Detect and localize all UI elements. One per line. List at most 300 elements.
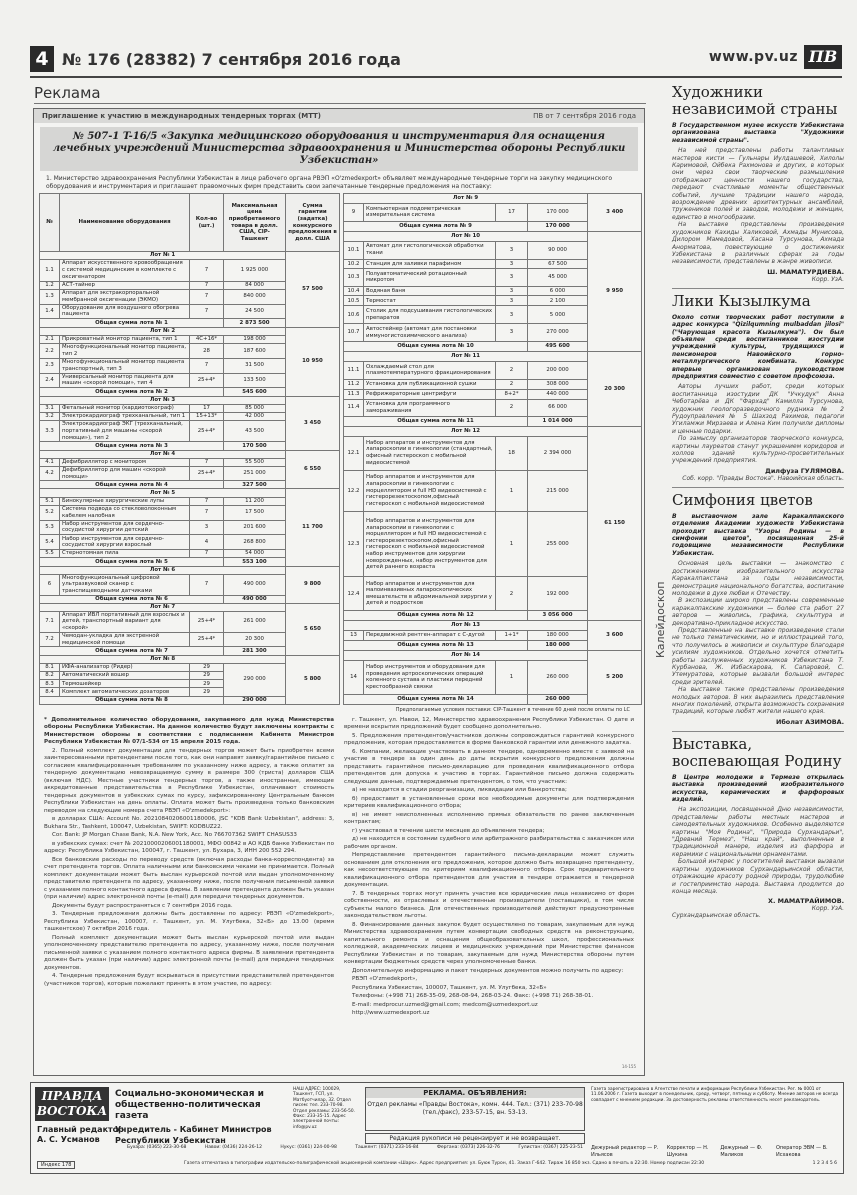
item-name: Электрокардиограф трехканальный, тип 1 xyxy=(60,412,190,420)
item-number: 10.2 xyxy=(344,259,364,269)
paragraph: Основная цель выставки — знакомство с достижениями изобразительного искусства Каракалпакстана за годы независимости, демонстрация национального богатства, воспитание молодежи в духе любви к Отечеству. xyxy=(672,560,844,597)
item-number: 8.1 xyxy=(40,663,60,671)
item-price: 45 000 xyxy=(528,269,588,286)
item-price: 308 000 xyxy=(528,379,588,389)
lot-total-value: 545 600 xyxy=(224,388,286,396)
lot-total-value: 490 000 xyxy=(224,595,286,603)
item-quantity: 3 xyxy=(496,269,528,286)
lot-title: Лот № 13 xyxy=(344,621,588,631)
item-quantity: 7 xyxy=(190,281,224,289)
paragraph: 8. Финансирование данных закупок будет осуществлено по товарам, закупаемым для нужд Министерства здравоохранения путем конвертации свободных средств на реконструкцию, капитального ремонта и оснащения общеобразовательных школ, профессиональных колледжей, академических лицеев и медицинских учреждений при Министерстве финансов Республики Узбекистан и по товарам, закупаемым для нужд Министерства обороны путем конвертации бюджетных средств через уполномоченные банки. xyxy=(344,921,634,966)
item-quantity: 2 xyxy=(496,361,528,379)
culture-column xyxy=(672,84,844,1076)
regional-phone: Бухара: (0365) 223-30-68 xyxy=(127,1145,187,1150)
article-byline: Соб. корр. "Правды Востока". Навоийская область. xyxy=(682,474,844,482)
item-name: Аппарат искусственного кровообращения с системой медицинским в комплекте с оксигенатором xyxy=(60,260,190,281)
lot-total-label: Общая сумма лота № 5 xyxy=(40,558,224,566)
item-price: 6 000 xyxy=(528,286,588,296)
section-rule xyxy=(34,103,646,104)
item-quantity: 2 xyxy=(496,379,528,389)
subscription-index: Индекс 178 xyxy=(37,1161,75,1169)
item-name: Набор аппаратов и инструментов для малоинвазивных лапароскопических вмешательств в абдоминальной хирургии у детей и подростков xyxy=(364,577,496,611)
newspaper-logo xyxy=(35,1087,109,1121)
item-number: 12.2 xyxy=(344,470,364,512)
col-header-guarantee: Сумма гарантии (задатка) конкурсного предложения в долл. США xyxy=(286,194,340,252)
duty-entry: Оператор ЭВМ — В. Исхакова xyxy=(775,1145,828,1158)
registration-info: Газета зарегистрирована в Агентстве печати и информации Республики Узбекистан. Рег. № 0001 от 11.06.2006 г. Газета выходит в понедельник, среду, четверг, пятницу и субботу. Мнение авторов не всегда совпадает с мнением редакции. За достоверность рекламы ответственность несет рекламодатель. xyxy=(591,1087,839,1103)
item-name: Система подвода со стекловолоконным кабелем налобная xyxy=(60,505,190,520)
item-name: Дефибриллятор с монитором xyxy=(60,458,190,466)
item-name: Установка для публикационной сушки xyxy=(364,379,496,389)
item-name: Дефибриллятор для машин «скорой помощи» xyxy=(60,467,190,481)
article-text xyxy=(672,806,844,895)
item-name: Оборудование для воздушного обогрева пациента xyxy=(60,304,190,319)
col-header-name: Наименование оборудования xyxy=(60,194,190,252)
item-price: 1 925 000 xyxy=(224,260,286,281)
paragraph: E-mail: medprocur.uzmed@gmail.com; medcom@uzmedexport.uz xyxy=(352,1001,538,1008)
item-number: 10.3 xyxy=(344,269,364,286)
item-name: Набор инструментов для сердечно-сосудистой хирургии взрослый xyxy=(60,535,190,550)
paragraph: в узбекских сумах: счет № 20210000206001180001, МФО 00842 в АО КДБ банке Узбекистан по адресу: Республика Узбекистан, 100047, г. Ташкент, ул. Бухара, 3, ИНН 200 552 294. xyxy=(44,840,334,855)
item-quantity: 18 xyxy=(496,436,528,470)
lot-guarantee: 20 300 xyxy=(588,352,642,427)
article xyxy=(672,84,844,283)
paragraph: 2. Полный комплект документации для тендерных торгов может быть приобретен всеми заинтересованными претендентами после того, как они направят заявку/гарантийное письмо с согласием квалифицированным требованиям по указанному ниже адресу, а также оплатят за тендерную документацию невозвращаемую сумму в размере 300 (триста) долларов США (включая НДС). Местные участники тендерных торгов, а также иностранные, имеющие аккредитованные представительства в Республике Узбекистан, оплачивают стоимость тендерных документов в узбекских сумах по курсу, зафиксированному Центральным банком Республики Узбекистан на день оплаты. Оплата может быть произведена только банковским переводом на следующие номера счета РВЭП «O'zmedekport»: xyxy=(44,747,334,814)
item-name: Полуавтоматический ротационный микротом xyxy=(364,269,496,286)
item-number: 4.1 xyxy=(40,458,60,466)
section-side-label: Калейдоскоп xyxy=(654,581,667,659)
lot-guarantee: 6 550 xyxy=(286,450,340,489)
paragraph: б) предоставит в установленные сроки все необходимые документы для подтверждения критериев квалификационного отбора; xyxy=(344,795,634,810)
item-quantity: 7 xyxy=(190,289,224,304)
lot-total-value: 170 000 xyxy=(528,221,588,231)
item-number: 5.3 xyxy=(40,520,60,535)
tender-bar xyxy=(34,109,644,123)
item-quantity: 7 xyxy=(190,497,224,505)
paragraph: 4. Тендерные предложения будут вскрываться в присутствии представителей претендентов (участников торгов), которые пожелают принять в этом участие, по адресу: xyxy=(44,973,334,987)
article-text xyxy=(672,383,844,464)
lot-table-left xyxy=(39,193,340,705)
lot-header-row xyxy=(344,231,642,241)
lot-table-right xyxy=(343,193,642,705)
item-quantity: 7 xyxy=(190,574,224,595)
paragraph: г. Ташкент, ул. Навои, 12, Министерство здравоохранения Республики Узбекистан. О дате и времени вскрытия предложений будет сообщено дополнительно. xyxy=(344,716,634,731)
paragraph: На ней представлены работы талантливых мастеров кисти — Гульнары Иулдашевой, Хилолы Каримовой, Ойбека Рахмонова и других, в которых они через свои творческие размышления отображают ценности нашего государства, передают счастливые моменты общественных событий, лучшие традиции нашего народа, возрождение древних архитектурных ансамблей, тружеников полей и заводов, молодежи и женщин, единство в многообразии. xyxy=(672,147,844,221)
item-name: Станция для заливки парафином xyxy=(364,259,496,269)
article-title: Лики Кызылкума xyxy=(672,291,811,310)
tender-bar-title: Приглашение к участию в международных тендерных торгах (МТТ) xyxy=(42,112,321,120)
lot-header-row xyxy=(344,621,642,631)
lot-guarantee: 9 800 xyxy=(286,566,340,603)
item-quantity: 7 xyxy=(190,550,224,558)
item-price: 2 394 000 xyxy=(528,436,588,470)
item-quantity: 15+13* xyxy=(190,412,224,420)
article-lead: Около сотни творческих работ поступили в адрес конкурса "Qizilqumning mulbaddan jilosi" ("Чарующая красота Кызылкума"). Он был объявлен среди воспитанников изостудии учреждений культуры, трудящихся и пенсионеров Навоийского горно-металлургического комбината. Конкурс впервые организован руководством предприятия совместно с советом профсоюза. xyxy=(672,313,844,380)
item-number: 2.1 xyxy=(40,335,60,343)
item-number: 8.4 xyxy=(40,688,60,696)
lot-total-label: Общая сумма лота № 4 xyxy=(40,481,224,489)
item-name: Фетальный монитор (кардиотокограф) xyxy=(60,404,190,412)
lot-header-row xyxy=(40,655,340,663)
item-name: Электрокардиограф ЭКГ (трехканальный, портативный для машины «скорой помощи»), тип 2 xyxy=(60,421,190,442)
paragraph: 5. Предложения претендентов/участников должны сопровождаться гарантией конкурсного предложения, которая предоставляется в форме банковской гарантии или денежного задатка. xyxy=(344,732,634,747)
paragraph: Все банковские расходы по переводу средств (включая расходы банка-корреспондента) за счет претендента торгов. Оплата наличными или банковскими чеками не принимается. Полный комплект документации может быть выслан курьерской почтой или выдан уполномоченному представителю претендента по адресу, указанному ниже, после получения письменной заявки с указанием полного контактного адреса фирмы. В заявлении претендента должен быть указан (при наличии) адрес электронной почты (e-mail) для передачи тендерных документов. xyxy=(44,856,334,901)
paragraph: Представленные на выставке произведения стали не только тематическими, но и иллюстрацией того, что получилось в живописи и скульптуре благодаря усилиям художников. Отдельно хочется отметить работы заслуженных художников Узбекистана Т. Курбанова, Ж. Избаскарова, К. Сапаровой, С. Утемуратова, которые вызвали большой интерес среди зрителей. xyxy=(672,626,844,686)
lot-tables xyxy=(39,193,639,705)
item-name: Бинокулярные хирургические лупы xyxy=(60,497,190,505)
print-info-line xyxy=(37,1161,837,1169)
item-number: 3.3 xyxy=(40,421,60,442)
item-name: Набор аппаратов и инструментов для лапароскопии в гинекологии с морцеллятором и full HD видеосистемой с гистерорезектоскопом,офисный гистероскоп с мобильной видеосистемой xyxy=(364,470,496,512)
item-number: 10.1 xyxy=(344,241,364,259)
item-quantity: 1+1* xyxy=(496,631,528,641)
item-number: 4.2 xyxy=(40,467,60,481)
editor-name: А. С. Усманов xyxy=(37,1135,100,1144)
print-info: Газета отпечатана в типографии издательско-полиграфической акционерной компании «Шарк». Адрес предприятия: ул. Буюк Турон, 41. Заказ Г-642. Тираж 16 850 экз. Сдано в печать в 22:30. Номер подписан 22:30 xyxy=(183,1161,705,1166)
item-name: Термостат xyxy=(364,296,496,306)
lot-total-label: Общая сумма лота № 14 xyxy=(344,694,528,704)
newspaper-imprint xyxy=(30,1082,844,1174)
lot-total-value: 495 600 xyxy=(528,342,588,352)
regional-phone: Гулистан: (0367) 225-23-51 xyxy=(518,1145,583,1150)
item-price: 31 500 xyxy=(224,358,286,373)
article xyxy=(672,492,844,726)
paragraph: Авторы лучших работ, среди которых воспитанница изостудии ДК "Учкудук" Анна Чеботарёва и ДК "Фархад" Камилла Турсунова, художник геологоразведочного рудника № 2 Рудоуправления № 5 Шахзод Рахимов, педагоги Угиламжи Мирзаева и Алена Ким получили дипломы и ценные подарки. xyxy=(672,383,844,435)
paragraph: 6. Компании, желающие участвовать в данном тендере, одновременно вместе с заявкой на участие в тендере за один день до даты вскрытия конкурсного предложения должны представить гарантийное письмо-декларацию для проведения квалификационного отбора претендентов для допуска к участию в торгах. Гарантийное письмо должна содержать следующие данные, подтверждаемые претендентом, о том, что участник: xyxy=(344,748,634,785)
paragraph: 3. Тендерные предложения должны быть доставлены по адресу: РВЭП «O'zmedekport», Республика Узбекистан, 100007, г. Ташкент, ул. М. Улугбека, 32«Б» до 13.00 (время ташкентское) 7 октября 2016 года. xyxy=(44,911,334,933)
lot-total-label: Общая сумма лота № 2 xyxy=(40,388,224,396)
article-lead: В выставочном зале Каракалпакского отделения Академии художеств Узбекистана проходит выставка "Узоры Родины — в симфонии цветов", посвященная 25-й годовщине независимости Республики Узбекистан. xyxy=(672,512,844,557)
paragraph: http://www.uzmedexport.uz xyxy=(352,1010,430,1017)
lot-title: Лот № 2 xyxy=(40,327,286,335)
lot-header-row xyxy=(40,566,340,574)
article-text xyxy=(672,147,844,266)
item-name: Компьютерная подометрическая измерительная система xyxy=(364,203,496,221)
paragraph: в) не имеет неисполненных исполнению прямых обязательств по ранее заключенным контрактам; xyxy=(344,811,634,826)
lot-guarantee: 9 950 xyxy=(588,231,642,351)
article-author: Иболат АЗИМОВА. xyxy=(776,717,844,726)
item-name: Аппарат ИВЛ портативный для взрослых и детей, транспортный вариант для «скорой» xyxy=(60,611,190,632)
regional-phone: Фергана: (0373) 226-32-76 xyxy=(437,1145,500,1150)
item-quantity: 17 xyxy=(496,203,528,221)
lot-guarantee: 3 600 xyxy=(588,621,642,651)
lot-total-label: Общая сумма лота № 11 xyxy=(344,416,528,426)
lot-title: Лот № 4 xyxy=(40,450,286,458)
section-label: Реклама xyxy=(34,84,101,102)
item-price: 440 000 xyxy=(528,389,588,399)
paragraph: а) не находится в стадии реорганизации, ликвидации или банкротства; xyxy=(352,787,567,794)
item-quantity: 3 xyxy=(496,296,528,306)
lot-header-row xyxy=(40,450,340,458)
item-price: 260 000 xyxy=(528,660,588,694)
tender-text-column-2 xyxy=(344,717,634,1019)
item-price: 255 000 xyxy=(528,512,588,577)
item-quantity: 3 xyxy=(496,306,528,324)
article-author: Х. МАМАТРАЙИМОВ. xyxy=(768,897,844,906)
lot-header-row xyxy=(40,489,340,497)
item-price: 490 000 xyxy=(224,574,286,595)
lot-header-row xyxy=(344,650,642,660)
lot-guarantee: 3 450 xyxy=(286,396,340,450)
paragraph: На выставке представлены произведения художников Кахиды Халиковой, Ахмады Мунисова, Дилором Мамедовой, Хасана Турсунова, Ахмада Анорматова, повествующие о достижениях Узбекистана в различных сферах за годы независимости, представлены в жанре живописи. xyxy=(672,221,844,266)
item-name: Аппарат для экстракорпоральной мембранной оксигенации (ЭКМО) xyxy=(60,289,190,304)
lot-combined-price: 290 000 xyxy=(224,663,286,696)
item-name: АСТ-тайнер xyxy=(60,281,190,289)
lot-total-value: 290 000 xyxy=(224,696,286,704)
item-number: 5.2 xyxy=(40,505,60,520)
duty-entry: Корректор — Н. Шукина xyxy=(666,1145,709,1158)
item-quantity: 29 xyxy=(190,672,224,680)
lot-total-value: 281 300 xyxy=(224,647,286,655)
duty-entry: Дежурный редактор — Р. Ильясов xyxy=(591,1145,659,1158)
lot-total-label: Общая сумма лота № 7 xyxy=(40,647,224,655)
lot-header-row xyxy=(344,352,642,362)
item-quantity: 3 xyxy=(496,324,528,342)
item-name: Автоматический вошер xyxy=(60,672,190,680)
lot-title: Лот № 6 xyxy=(40,566,286,574)
item-quantity: 3 xyxy=(496,241,528,259)
item-price: 198 000 xyxy=(224,335,286,343)
editorial-note: Редакция рукописи не рецензирует и не возвращает. xyxy=(365,1133,585,1144)
item-price: 261 000 xyxy=(224,611,286,632)
item-quantity: 4C+16* xyxy=(190,335,224,343)
article-lead: В Центре молодежи в Термезе открылась выставка произведений изобразительного искусства, керамических и фарфоровых изделий. xyxy=(672,773,844,804)
article-divider xyxy=(672,487,844,488)
lot-total-value: 327 500 xyxy=(224,481,286,489)
item-price: 192 000 xyxy=(528,577,588,611)
item-number: 11.4 xyxy=(344,399,364,416)
paragraph: Большой интерес у посетителей выставки вызвали картины художников Сурхандарьинской области, отражающие красоту родной природы, трудолюбие и гостеприимство народа. Выставка продлится до конца месяца. xyxy=(672,858,844,895)
header-rule xyxy=(30,76,842,78)
paragraph: Полный комплект документации может быть выслан курьерской почтой или выдан уполномоченному представителю претендента по адресу, указанному ниже, после получения письменной заявки с указанием полного контактного адреса фирмы. В заявлении претендента должен быть указан (при наличии) адрес электронной почты (e-mail) для передачи тендерных документов. xyxy=(44,934,334,971)
regional-phone: Навои: (0436) 224-26-12 xyxy=(204,1145,262,1150)
item-number: 11.2 xyxy=(344,379,364,389)
item-price: 20 300 xyxy=(224,632,286,647)
item-name: Охлаждаемый стол для плазмотемпературного фракционирования xyxy=(364,361,496,379)
article-title: Художники независимой страны xyxy=(672,83,838,118)
item-quantity: 2 xyxy=(496,399,528,416)
lot-title: Лот № 12 xyxy=(344,426,588,436)
item-quantity: 7 xyxy=(190,458,224,466)
item-name: Прикроватный монитор пациента, тип 1 xyxy=(60,335,190,343)
logo-line-1: ПРАВДА xyxy=(41,1089,103,1103)
item-name: Универсальный монитор пациента для машин «скорой помощи», тип 4 xyxy=(60,373,190,388)
item-quantity: 1 xyxy=(496,512,528,577)
item-number: 14 xyxy=(344,660,364,694)
item-name: Рефрижераторные центрифуги xyxy=(364,389,496,399)
page-number: 4 xyxy=(30,46,54,72)
paragraph: г) участвовал в течение шести месяцев до объявления тендера; xyxy=(352,827,545,834)
item-quantity: 29 xyxy=(190,663,224,671)
editor-label: Главный редактор xyxy=(37,1125,124,1134)
description-text: Социально-экономическая и общественно-политическая газета xyxy=(115,1089,264,1121)
item-price: 17 500 xyxy=(224,505,286,520)
item-name: Автостейнер (автомат для постановки иммуногистохимического анализа) xyxy=(364,324,496,342)
lot-total-label: Общая сумма лота № 1 xyxy=(40,319,224,327)
newspaper-description xyxy=(115,1089,285,1146)
item-number: 5.1 xyxy=(40,497,60,505)
item-price: 187 600 xyxy=(224,343,286,358)
item-number: 7.2 xyxy=(40,632,60,647)
item-number: 8.3 xyxy=(40,680,60,688)
item-quantity: 1 xyxy=(496,470,528,512)
item-quantity: 25+4* xyxy=(190,632,224,647)
ad-contact-box xyxy=(365,1087,585,1131)
lot-title: Лот № 14 xyxy=(344,650,588,660)
item-name: Многофункциональный цифровой ультразвуковой сканер с транспищеводными датчиками xyxy=(60,574,190,595)
item-price: 170 000 xyxy=(528,203,588,221)
item-quantity: 3 xyxy=(190,520,224,535)
lot-total-label: Общая сумма лота № 6 xyxy=(40,595,224,603)
item-number: 5.5 xyxy=(40,550,60,558)
lot-header-row xyxy=(40,603,340,611)
ad-stamp-id: 14-155 xyxy=(621,1064,636,1069)
item-quantity: 3 xyxy=(496,259,528,269)
item-quantity: 2 xyxy=(496,577,528,611)
page-marks: 1 2 3 4 5 6 xyxy=(812,1161,837,1166)
lot-guarantee: 61 150 xyxy=(588,426,642,620)
item-number: 12.1 xyxy=(344,436,364,470)
article-author: Ш. МАМАТУРДИЕВА. xyxy=(767,267,844,276)
item-price: 11 200 xyxy=(224,497,286,505)
item-quantity: 29 xyxy=(190,680,224,688)
lot-guarantee: 5 800 xyxy=(286,655,340,704)
item-number: 13 xyxy=(344,631,364,641)
item-price: 840 000 xyxy=(224,289,286,304)
item-name: Передвижной рентген-аппарат с С-дугой xyxy=(364,631,496,641)
item-number: 2.3 xyxy=(40,358,60,373)
item-name: Многофункциональный монитор пациента транспортный, тип 3 xyxy=(60,358,190,373)
article-divider xyxy=(672,288,844,289)
lot-guarantee: 5 650 xyxy=(286,603,340,655)
regional-phone: Ташкент: (0371) 233-16-84 xyxy=(355,1145,419,1150)
lot-total-label: Общая сумма лота № 3 xyxy=(40,442,224,450)
item-quantity: 4 xyxy=(190,535,224,550)
paragraph: РВЭП «O'zmedekport», xyxy=(352,976,418,983)
article-byline: Корр. УзА. xyxy=(811,275,844,283)
item-quantity: 7 xyxy=(190,505,224,520)
item-price: 251 000 xyxy=(224,467,286,481)
item-price: 5 000 xyxy=(528,306,588,324)
lot-title: Лот № 7 xyxy=(40,603,286,611)
item-number: 8.2 xyxy=(40,672,60,680)
tender-body xyxy=(44,717,634,1019)
item-quantity: 25+4* xyxy=(190,467,224,481)
paragraph: Cor. Bank: JP Morgan Chase Bank, N.A. New York, Acc. No 766707362 SWIFT CHASUS33 xyxy=(52,832,297,839)
article-divider xyxy=(672,731,844,732)
item-number: 10.5 xyxy=(344,296,364,306)
item-price: 215 000 xyxy=(528,470,588,512)
item-number: 2.4 xyxy=(40,373,60,388)
site-link[interactable]: www.pv.uz xyxy=(708,49,798,65)
lot-header-row xyxy=(344,194,642,204)
item-price: 66 000 xyxy=(528,399,588,416)
chief-editor xyxy=(37,1125,124,1145)
item-number: 1.3 xyxy=(40,289,60,304)
item-name: Стернотомная пила xyxy=(60,550,190,558)
item-price: 133 500 xyxy=(224,373,286,388)
item-number: 12.3 xyxy=(344,512,364,577)
duty-entry: Дежурный — Ф. Маликов xyxy=(720,1145,763,1158)
item-price: 201 600 xyxy=(224,520,286,535)
item-number: 5.4 xyxy=(40,535,60,550)
table-note: Предполагаемые условия поставки: CIP-Ташкент в течение 60 дней после оплаты по LC xyxy=(395,706,630,713)
item-price: 90 000 xyxy=(528,241,588,259)
item-name: Столик для подсушивания гистологических препаратов xyxy=(364,306,496,324)
item-number: 1.4 xyxy=(40,304,60,319)
item-number: 11.3 xyxy=(344,389,364,399)
item-number: 6 xyxy=(40,574,60,595)
lot-total-label: Общая сумма лота № 8 xyxy=(40,696,224,704)
item-name: Набор инструментов для сердечно-сосудистой хирургии детский xyxy=(60,520,190,535)
lot-total-label: Общая сумма лота № 12 xyxy=(344,611,528,621)
item-quantity: 7 xyxy=(190,260,224,281)
tender-bar-date: ПВ от 7 сентября 2016 года xyxy=(533,112,636,120)
item-quantity: 17 xyxy=(190,404,224,412)
duty-staff xyxy=(591,1145,841,1159)
item-number: 9 xyxy=(344,203,364,221)
item-number: 12.4 xyxy=(344,577,364,611)
lot-header-row xyxy=(40,396,340,404)
lot-title: Лот № 9 xyxy=(344,194,588,204)
item-number: 1.2 xyxy=(40,281,60,289)
paragraph: В экспозиции широко представлены современные каракалпакские художники — более ста работ 27 авторов — живопись, графика, скульптура и декоративно-прикладное искусство. xyxy=(672,597,844,627)
col-header-price: Максимальная цена приобретаемого товара в долл. США, CIP-Ташкент xyxy=(224,194,286,252)
item-number: 7.1 xyxy=(40,611,60,632)
lot-title: Лот № 8 xyxy=(40,655,286,663)
article-text xyxy=(672,560,844,716)
brand-logo: ПВ xyxy=(804,45,842,69)
paragraph: 7. В тендерных торгах могут принять участие все юридические лица независимо от форм собственности, из отраслевых и отечественные производители (поставщики), в том числе субъекты малого бизнеса. Для отечественных производителей действуют предусмотренные законодательством льготы. xyxy=(344,890,634,920)
lot-total-value: 553 100 xyxy=(224,558,286,566)
regional-phones xyxy=(127,1145,583,1150)
tender-intro: 1. Министерство здравоохранения Республики Узбекистан в лице рабочего органа РВЭП «O'zmedexport» объявляет международные тендерные торги на закупку медицинского оборудования и инструментария и приглашает правомочных фирм представить свои запечатанные тендерные предложения на поставку: xyxy=(46,175,613,190)
lot-total-value: 2 873 500 xyxy=(224,319,286,327)
lot-total-label: Общая сумма лота № 10 xyxy=(344,342,528,352)
item-number: 1.1 xyxy=(40,260,60,281)
ad-contacts: Отдел рекламы «Правды Востока», комн. 444. Тел.: (371) 233-70-98 (тел./факс), 233-57-15, вн. 53-13. xyxy=(367,1101,583,1116)
regional-phone: Нукус: (0361) 224-00-98 xyxy=(280,1145,337,1150)
item-name: Комплект автоматических дозаторов xyxy=(60,688,190,696)
lot-title: Лот № 10 xyxy=(344,231,588,241)
item-name: Чемодан-укладка для экстренной медицинской помощи xyxy=(60,632,190,647)
lot-guarantee: 11 700 xyxy=(286,489,340,566)
item-price: 200 000 xyxy=(528,361,588,379)
lot-header-row xyxy=(40,252,340,260)
lot-guarantee: 5 200 xyxy=(588,650,642,704)
article-author: Дилфуза ГУЛЯМОВА. xyxy=(765,466,844,475)
paragraph: в долларах США: Account No. 20210840206001180006, JSC "KDB Bank Uzbekistan", address: 3, Bukhara Str., Tashkent, 100047, Uzbekistan, SWIFT: KODBUZ22. xyxy=(44,816,334,830)
logo-line-2: ВОСТОКА xyxy=(36,1104,108,1118)
lot-total-value: 180 000 xyxy=(528,641,588,651)
item-price: 2 100 xyxy=(528,296,588,306)
lot-title: Лот № 11 xyxy=(344,352,588,362)
tender-notice xyxy=(33,108,645,1076)
lot-total-value: 260 000 xyxy=(528,694,588,704)
ad-heading: РЕКЛАМА. ОБЪЯВЛЕНИЯ: xyxy=(366,1088,584,1098)
item-name: Набор аппаратов и инструментов для лапароскопии в гинекологии (стандартный, офисный гистероскоп с мобильной видеосистемой xyxy=(364,436,496,470)
lot-total-label: Общая сумма лота № 9 xyxy=(344,221,528,231)
item-price: 84 000 xyxy=(224,281,286,289)
issue-info: № 176 (28382) 7 сентября 2016 года xyxy=(62,49,401,69)
item-name: Набор инструментов и оборудования для проведения артроскопических операций коленного сустава и пластики передней крестообразной связки xyxy=(364,660,496,694)
col-header-qty: Кол-во (шт.) xyxy=(190,194,224,252)
lot-title: Лот № 1 xyxy=(40,252,286,260)
item-price: 55 500 xyxy=(224,458,286,466)
item-price: 85 000 xyxy=(224,404,286,412)
item-price: 67 500 xyxy=(528,259,588,269)
item-price: 43 500 xyxy=(224,421,286,442)
